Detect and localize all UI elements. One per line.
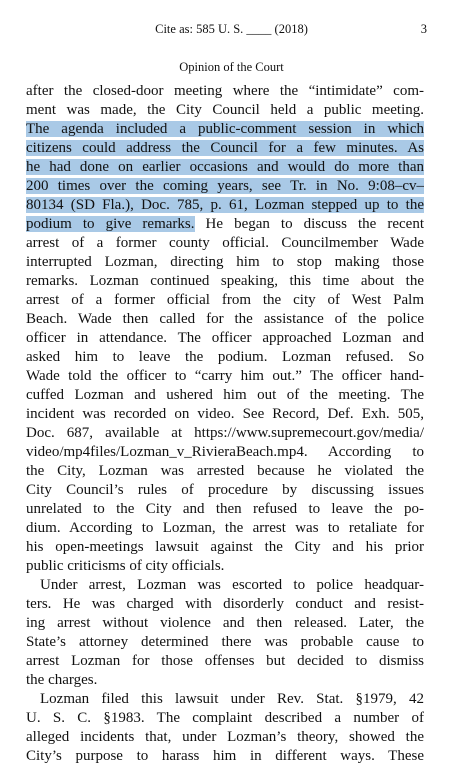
text-line: State’s attorney determined there was probable cause to [26,634,424,650]
text-line: City’s purpose to harass him in different ways. These [26,748,424,764]
running-header [0,22,463,42]
text-line: unrelated to the City and then refused to leave the po- [26,501,424,517]
text-line: video/mp4files/Lozman_v_RivieraBeach.mp4. According to [26,444,424,460]
opinion-text [26,82,424,766]
text-line: Under arrest, Lozman was escorted to police headquar- [40,577,424,593]
text-line: ters. He was charged with disorderly conduct and resist- [26,596,424,612]
highlighted-text: 200 times over the coming years, see Tr. in No. 9:08–cv– [26,178,424,194]
opinion-heading: Opinion of the Court [179,60,284,74]
text-line: public criticisms of city officials. [26,558,225,574]
text-line: Wade told the officer to “carry him out.” The officer hand- [26,368,424,384]
page-number: 3 [420,22,427,36]
text-line: arrest of a former official from the city of West Palm [26,292,424,308]
text-line [26,196,424,215]
highlighted-text: he had done on earlier occasions and would do more than [26,159,424,175]
text-line: ing arrest without violence and then released. Later, the [26,615,424,631]
text-line: arrest of a former county official. Councilmember Wade [26,235,424,251]
text-line [26,177,424,196]
text-line [26,139,424,158]
text-line: City Council’s rules of procedure by discussing issues [26,482,424,498]
highlighted-text: citizens could address the Council for a few minutes. As [26,140,424,156]
text-line: ment was made, the City Council held a public meeting. [26,102,424,118]
text-line: Lozman filed this lawsuit under Rev. Stat. §1979, 42 [40,691,424,707]
text-line: officer in attendance. The officer approached Lozman and [26,330,424,346]
text-line: Doc. 687, available at https://www.supremecourt.gov/media/ [26,425,424,441]
text-line: incident was recorded on video. See Record, Def. Exh. 505, [26,406,424,422]
text-line [26,158,424,177]
text-line: cuffed Lozman and ushered him out of the meeting. The [26,387,424,403]
text-line: interrupted Lozman, directing him to stop making those [26,254,424,270]
text-line: the charges. [26,672,98,688]
highlighted-text: podium to give remarks. [26,216,195,232]
highlighted-text: 80134 (SD Fla.), Doc. 785, p. 61, Lozman stepped up to the [26,197,424,213]
text-line: remarks. Lozman continued speaking, this time about the [26,273,424,289]
plain-text: He began to discuss the recent [194,216,424,232]
text-line: Beach. Wade then called for the assistance of the police [26,311,424,327]
citation-line: Cite as: 585 U. S. ____ (2018) [155,22,308,36]
text-line [26,120,424,139]
text-line: the City, Lozman was arrested because he violated the [26,463,424,479]
text-line: dium. According to Lozman, the arrest was to retaliate for [26,520,424,536]
text-line: asked him to leave the podium. Lozman refused. So [26,349,424,365]
highlighted-text: The agenda included a public-comment session in which [26,121,424,137]
text-line: U. S. C. §1983. The complaint described a number of [26,710,424,726]
text-line: arrest Lozman for those offenses but decided to dismiss [26,653,424,669]
text-line [26,215,424,234]
text-line: his open-meetings lawsuit against the City and his prior [26,539,424,555]
text-line: after the closed-door meeting where the “intimidate” com- [26,83,424,99]
text-line: alleged incidents that, under Lozman’s theory, showed the [26,729,424,745]
